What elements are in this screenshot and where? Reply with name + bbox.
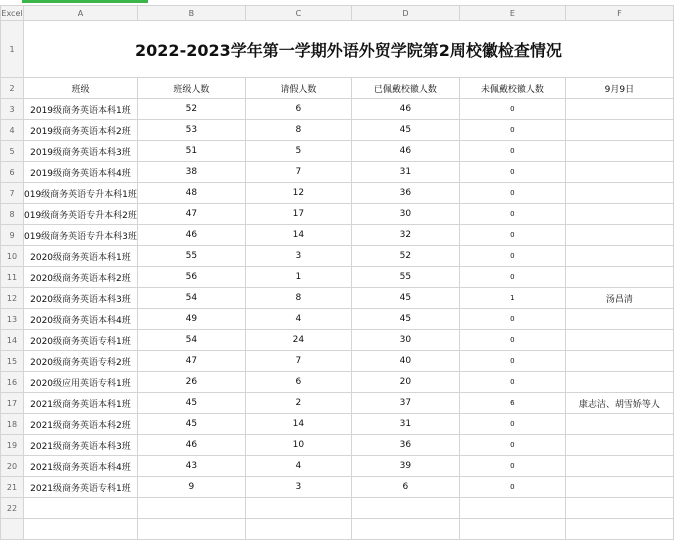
not-wearing-cell[interactable]: 0 xyxy=(459,435,565,456)
class-size-cell[interactable]: 26 xyxy=(137,372,245,393)
not-wearing-cell[interactable]: 0 xyxy=(459,309,565,330)
class-size-cell[interactable]: 53 xyxy=(137,120,245,141)
class-cell[interactable]: 2021级商务英语本科3班 xyxy=(24,435,138,456)
note-cell[interactable] xyxy=(565,498,673,519)
leave-cell[interactable]: 7 xyxy=(245,162,351,183)
row-header[interactable] xyxy=(1,519,24,540)
column-header-b[interactable]: B xyxy=(137,6,245,21)
class-cell[interactable] xyxy=(24,519,138,540)
class-size-cell[interactable]: 43 xyxy=(137,456,245,477)
leave-cell[interactable]: 4 xyxy=(245,456,351,477)
note-cell[interactable] xyxy=(565,309,673,330)
row-header[interactable]: 10 xyxy=(1,246,24,267)
leave-cell[interactable]: 12 xyxy=(245,183,351,204)
note-cell[interactable] xyxy=(565,330,673,351)
leave-cell[interactable]: 5 xyxy=(245,141,351,162)
wearing-cell[interactable]: 39 xyxy=(351,456,459,477)
row-header[interactable]: 16 xyxy=(1,372,24,393)
row-header[interactable]: 2 xyxy=(1,78,24,99)
class-size-cell[interactable]: 51 xyxy=(137,141,245,162)
note-cell[interactable] xyxy=(565,225,673,246)
note-cell[interactable] xyxy=(565,183,673,204)
wearing-cell[interactable]: 55 xyxy=(351,267,459,288)
class-cell[interactable]: 2020级商务英语本科3班 xyxy=(24,288,138,309)
leave-cell[interactable]: 14 xyxy=(245,225,351,246)
leave-cell[interactable]: 10 xyxy=(245,435,351,456)
class-size-cell[interactable]: 49 xyxy=(137,309,245,330)
not-wearing-cell[interactable]: 0 xyxy=(459,246,565,267)
header-cell-not-wearing[interactable]: 未佩戴校徽人数 xyxy=(459,78,565,99)
table-row xyxy=(1,162,674,183)
class-size-cell[interactable]: 45 xyxy=(137,414,245,435)
leave-cell[interactable]: 24 xyxy=(245,330,351,351)
class-size-cell[interactable]: 46 xyxy=(137,225,245,246)
note-cell[interactable]: 康志洁、胡雪娇等人 xyxy=(565,393,673,414)
select-all-corner[interactable]: Excel xyxy=(1,6,24,21)
class-cell[interactable]: 2019级商务英语本科4班 xyxy=(24,162,138,183)
not-wearing-cell[interactable]: 0 xyxy=(459,414,565,435)
table-row xyxy=(1,435,674,456)
row-header[interactable]: 7 xyxy=(1,183,24,204)
table-row xyxy=(1,477,674,498)
class-cell[interactable]: 2021级商务英语专科1班 xyxy=(24,477,138,498)
note-cell[interactable] xyxy=(565,99,673,120)
class-size-cell[interactable]: 54 xyxy=(137,330,245,351)
row-header[interactable]: 17 xyxy=(1,393,24,414)
row-header[interactable]: 13 xyxy=(1,309,24,330)
header-row xyxy=(1,78,674,99)
class-cell[interactable]: 2021级商务英语本科4班 xyxy=(24,456,138,477)
not-wearing-cell[interactable] xyxy=(459,498,565,519)
not-wearing-cell[interactable]: 0 xyxy=(459,183,565,204)
leave-cell[interactable]: 7 xyxy=(245,351,351,372)
wearing-cell[interactable]: 31 xyxy=(351,162,459,183)
header-cell-wearing[interactable]: 已佩戴校徽人数 xyxy=(351,78,459,99)
wearing-cell[interactable]: 46 xyxy=(351,141,459,162)
leave-cell[interactable] xyxy=(245,519,351,540)
wearing-cell[interactable]: 46 xyxy=(351,99,459,120)
class-cell[interactable]: 2019级商务英语本科1班 xyxy=(24,99,138,120)
table-row xyxy=(1,309,674,330)
row-header[interactable]: 22 xyxy=(1,498,24,519)
wearing-cell[interactable]: 36 xyxy=(351,183,459,204)
class-cell[interactable]: 2021级商务英语本科1班 xyxy=(24,393,138,414)
class-cell[interactable]: 019级商务英语专升本科2班 xyxy=(24,204,138,225)
leave-cell[interactable]: 1 xyxy=(245,267,351,288)
row-header[interactable]: 9 xyxy=(1,225,24,246)
leave-cell[interactable]: 6 xyxy=(245,99,351,120)
leave-cell[interactable]: 3 xyxy=(245,477,351,498)
column-header-c[interactable]: C xyxy=(245,6,351,21)
not-wearing-cell[interactable]: 0 xyxy=(459,204,565,225)
table-row xyxy=(1,351,674,372)
wearing-cell[interactable]: 20 xyxy=(351,372,459,393)
class-size-cell[interactable]: 55 xyxy=(137,246,245,267)
class-size-cell[interactable]: 47 xyxy=(137,204,245,225)
table-row xyxy=(1,498,674,519)
table-row xyxy=(1,99,674,120)
class-size-cell[interactable]: 47 xyxy=(137,351,245,372)
class-cell[interactable] xyxy=(24,498,138,519)
leave-cell[interactable]: 8 xyxy=(245,288,351,309)
row-header[interactable]: 21 xyxy=(1,477,24,498)
leave-cell[interactable]: 2 xyxy=(245,393,351,414)
table-row xyxy=(1,267,674,288)
note-cell[interactable] xyxy=(565,477,673,498)
wearing-cell[interactable]: 45 xyxy=(351,120,459,141)
header-cell-class[interactable]: 班级 xyxy=(24,78,138,99)
row-header[interactable]: 11 xyxy=(1,267,24,288)
not-wearing-cell[interactable]: 0 xyxy=(459,456,565,477)
note-cell[interactable] xyxy=(565,141,673,162)
leave-cell[interactable]: 6 xyxy=(245,372,351,393)
row-header[interactable]: 3 xyxy=(1,99,24,120)
wearing-cell[interactable]: 45 xyxy=(351,288,459,309)
class-cell[interactable]: 2020级商务英语专科1班 xyxy=(24,330,138,351)
row-header[interactable]: 19 xyxy=(1,435,24,456)
wearing-cell[interactable] xyxy=(351,498,459,519)
class-cell[interactable]: 2019级商务英语本科2班 xyxy=(24,120,138,141)
class-cell[interactable]: 019级商务英语专升本科3班 xyxy=(24,225,138,246)
table-row xyxy=(1,141,674,162)
table-row xyxy=(1,204,674,225)
class-cell[interactable]: 2020级商务英语本科2班 xyxy=(24,267,138,288)
note-cell[interactable] xyxy=(565,204,673,225)
table-row xyxy=(1,372,674,393)
class-cell[interactable]: 019级商务英语专升本科1班 xyxy=(24,183,138,204)
row-header[interactable]: 12 xyxy=(1,288,24,309)
class-size-cell[interactable] xyxy=(137,519,245,540)
class-size-cell[interactable]: 9 xyxy=(137,477,245,498)
not-wearing-cell[interactable]: 0 xyxy=(459,99,565,120)
table-row xyxy=(1,246,674,267)
wearing-cell[interactable]: 52 xyxy=(351,246,459,267)
wearing-cell[interactable]: 6 xyxy=(351,477,459,498)
header-cell-class-size[interactable]: 班级人数 xyxy=(137,78,245,99)
note-cell[interactable] xyxy=(565,372,673,393)
column-header-a[interactable]: A xyxy=(24,6,138,21)
row-header[interactable]: 1 xyxy=(1,21,24,78)
class-cell[interactable]: 2020级商务英语本科1班 xyxy=(24,246,138,267)
class-size-cell[interactable]: 52 xyxy=(137,99,245,120)
wearing-cell[interactable]: 40 xyxy=(351,351,459,372)
table-row xyxy=(1,456,674,477)
note-cell[interactable] xyxy=(565,246,673,267)
class-size-cell[interactable]: 38 xyxy=(137,162,245,183)
row-header[interactable]: 4 xyxy=(1,120,24,141)
table-row xyxy=(1,120,674,141)
spreadsheet-grid xyxy=(0,5,674,540)
leave-cell[interactable] xyxy=(245,498,351,519)
table-row xyxy=(1,393,674,414)
class-size-cell[interactable]: 48 xyxy=(137,183,245,204)
row-header[interactable]: 5 xyxy=(1,141,24,162)
class-size-cell[interactable]: 54 xyxy=(137,288,245,309)
wearing-cell[interactable]: 31 xyxy=(351,414,459,435)
row-header[interactable]: 18 xyxy=(1,414,24,435)
leave-cell[interactable]: 17 xyxy=(245,204,351,225)
header-cell-leave[interactable]: 请假人数 xyxy=(245,78,351,99)
class-size-cell[interactable]: 56 xyxy=(137,267,245,288)
not-wearing-cell[interactable]: 0 xyxy=(459,351,565,372)
not-wearing-cell[interactable] xyxy=(459,519,565,540)
note-cell[interactable] xyxy=(565,519,673,540)
not-wearing-cell[interactable]: 0 xyxy=(459,372,565,393)
class-size-cell[interactable] xyxy=(137,498,245,519)
note-cell[interactable] xyxy=(565,162,673,183)
note-cell[interactable] xyxy=(565,414,673,435)
row-header[interactable]: 15 xyxy=(1,351,24,372)
class-cell[interactable]: 2020级应用英语专科1班 xyxy=(24,372,138,393)
not-wearing-cell[interactable]: 0 xyxy=(459,225,565,246)
not-wearing-cell[interactable]: 1 xyxy=(459,288,565,309)
class-cell[interactable]: 2020级商务英语专科2班 xyxy=(24,351,138,372)
wearing-cell[interactable]: 45 xyxy=(351,309,459,330)
leave-cell[interactable]: 4 xyxy=(245,309,351,330)
title-row xyxy=(1,21,674,78)
class-cell[interactable]: 2019级商务英语本科3班 xyxy=(24,141,138,162)
note-cell[interactable] xyxy=(565,267,673,288)
column-header-f[interactable]: F xyxy=(565,6,673,21)
not-wearing-cell[interactable]: 0 xyxy=(459,141,565,162)
table-row xyxy=(1,225,674,246)
class-size-cell[interactable]: 45 xyxy=(137,393,245,414)
wearing-cell[interactable]: 36 xyxy=(351,435,459,456)
row-header[interactable]: 14 xyxy=(1,330,24,351)
not-wearing-cell[interactable]: 0 xyxy=(459,330,565,351)
active-tab-indicator xyxy=(22,0,148,3)
not-wearing-cell[interactable]: 0 xyxy=(459,267,565,288)
class-cell[interactable]: 2021级商务英语本科2班 xyxy=(24,414,138,435)
note-cell[interactable] xyxy=(565,120,673,141)
note-cell[interactable]: 汤昌清 xyxy=(565,288,673,309)
wearing-cell[interactable]: 37 xyxy=(351,393,459,414)
note-cell[interactable] xyxy=(565,351,673,372)
leave-cell[interactable]: 14 xyxy=(245,414,351,435)
table-row xyxy=(1,414,674,435)
note-cell[interactable] xyxy=(565,456,673,477)
column-header-row xyxy=(1,6,674,21)
table-row xyxy=(1,330,674,351)
leave-cell[interactable]: 8 xyxy=(245,120,351,141)
class-cell[interactable]: 2020级商务英语本科4班 xyxy=(24,309,138,330)
class-size-cell[interactable]: 46 xyxy=(137,435,245,456)
row-header[interactable]: 8 xyxy=(1,204,24,225)
wearing-cell[interactable] xyxy=(351,519,459,540)
wearing-cell[interactable]: 30 xyxy=(351,330,459,351)
leave-cell[interactable]: 3 xyxy=(245,246,351,267)
column-header-d[interactable]: D xyxy=(351,6,459,21)
not-wearing-cell[interactable]: 0 xyxy=(459,162,565,183)
wearing-cell[interactable]: 30 xyxy=(351,204,459,225)
not-wearing-cell[interactable]: 0 xyxy=(459,120,565,141)
sheet-title-cell[interactable]: 2022-2023学年第一学期外语外贸学院第2周校徽检查情况 xyxy=(24,21,674,78)
column-header-e[interactable]: E xyxy=(459,6,565,21)
table-row xyxy=(1,183,674,204)
wearing-cell[interactable]: 32 xyxy=(351,225,459,246)
row-header[interactable]: 20 xyxy=(1,456,24,477)
note-cell[interactable] xyxy=(565,435,673,456)
header-cell-date[interactable]: 9月9日 xyxy=(565,78,673,99)
table-row xyxy=(1,288,674,309)
not-wearing-cell[interactable]: 6 xyxy=(459,393,565,414)
row-header[interactable]: 6 xyxy=(1,162,24,183)
not-wearing-cell[interactable]: 0 xyxy=(459,477,565,498)
table-row xyxy=(1,519,674,540)
